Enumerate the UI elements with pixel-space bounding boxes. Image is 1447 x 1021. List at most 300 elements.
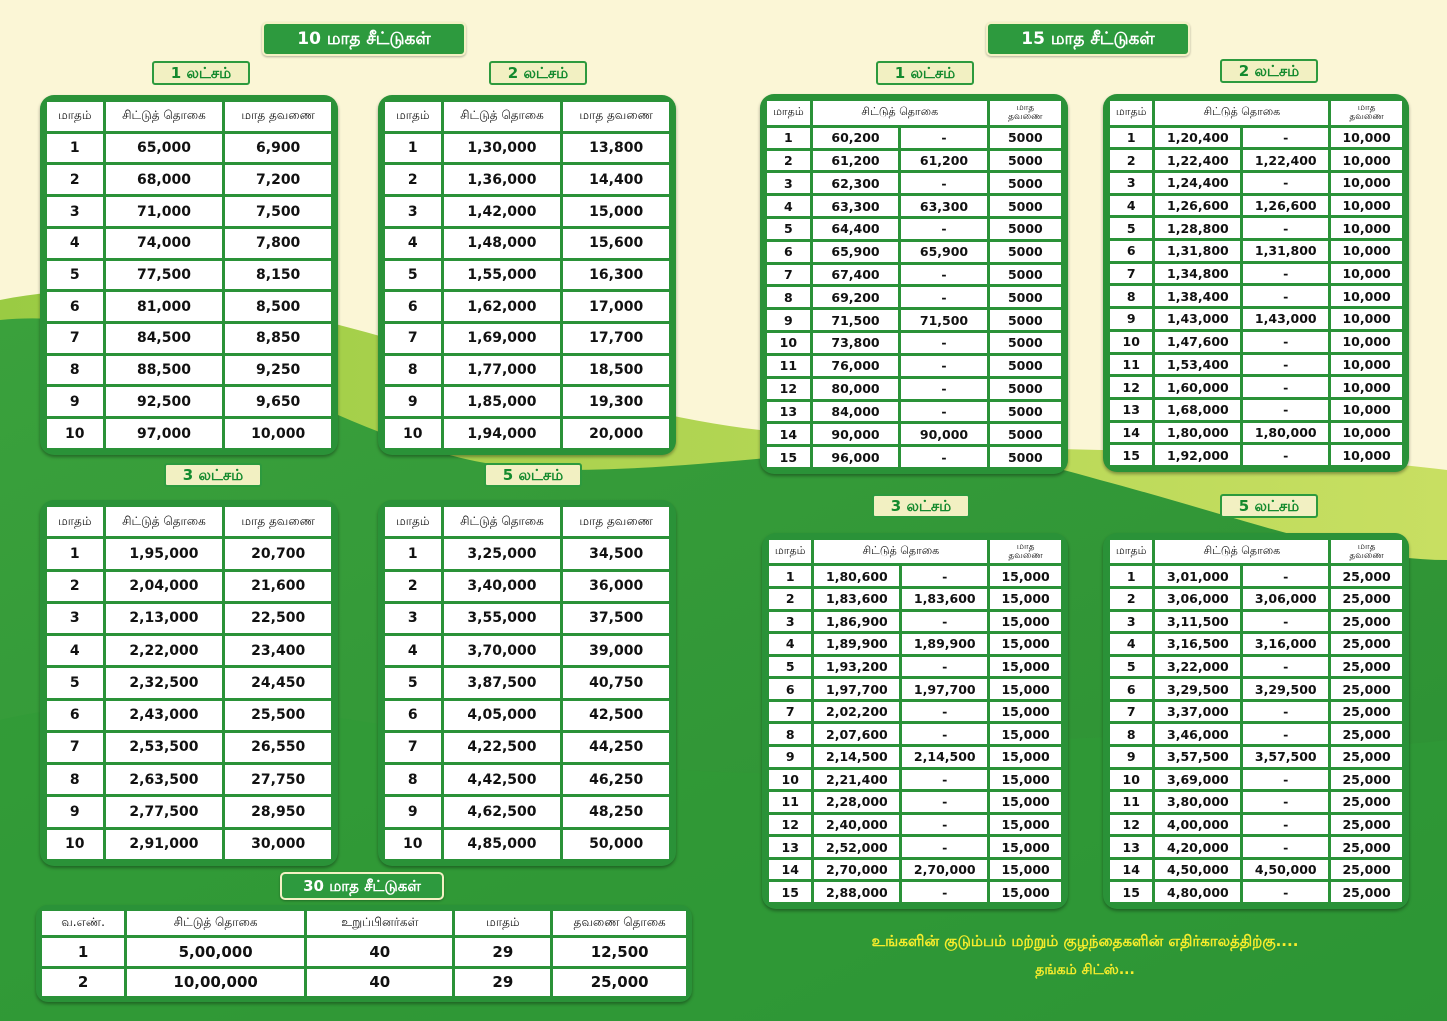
table-row xyxy=(1110,882,1402,902)
table-cell: 50,000 xyxy=(563,830,669,859)
table-cell: 10 xyxy=(1110,332,1152,352)
header-row xyxy=(1110,540,1402,563)
table-cell: 3,87,500 xyxy=(444,668,561,697)
table-cell: 3,69,000 xyxy=(1155,770,1240,790)
table-cell: 1,30,000 xyxy=(444,134,561,163)
table-cell: 5000 xyxy=(990,424,1061,444)
table-cell: 15,000 xyxy=(990,679,1061,699)
table-row xyxy=(385,733,669,762)
table-cell: 88,500 xyxy=(106,356,223,385)
table-cell: 1,53,400 xyxy=(1155,355,1240,375)
table-cell: 9 xyxy=(385,797,441,826)
table-cell: 1,80,600 xyxy=(814,566,899,586)
table-cell: 8 xyxy=(767,287,810,307)
header-row xyxy=(769,540,1061,563)
table-cell: - xyxy=(901,402,987,422)
table-cell: 15,000 xyxy=(990,589,1061,609)
table-row xyxy=(1110,150,1402,170)
table-row xyxy=(47,356,331,385)
col-monthly-installment: மாத தவணை xyxy=(563,507,669,536)
table-cell: 5000 xyxy=(990,333,1061,353)
table-cell: 9 xyxy=(1110,747,1152,767)
t30-table xyxy=(39,908,689,999)
table-row xyxy=(1110,173,1402,193)
table-cell: 12,500 xyxy=(553,938,686,965)
table-cell: 2 xyxy=(769,589,811,609)
table-row xyxy=(769,792,1061,812)
table-cell: 3,57,500 xyxy=(1243,747,1328,767)
table-cell: 1,89,900 xyxy=(814,634,899,654)
table-cell: 15 xyxy=(767,447,810,467)
table-cell: 1 xyxy=(1110,566,1152,586)
table-row xyxy=(769,589,1061,609)
table-cell: 2,70,000 xyxy=(814,860,899,880)
table-row xyxy=(769,657,1061,677)
table-cell: 3,29,500 xyxy=(1155,679,1240,699)
table-row xyxy=(385,419,669,448)
table-cell: 13 xyxy=(767,402,810,422)
table-row xyxy=(385,387,669,416)
table-cell: 90,000 xyxy=(813,424,899,444)
table-cell: 2,53,500 xyxy=(106,733,223,762)
table-cell: 5000 xyxy=(990,242,1061,262)
header-row xyxy=(1110,101,1402,125)
table-row xyxy=(767,173,1061,193)
table-cell: 3,11,500 xyxy=(1155,612,1240,632)
table-row xyxy=(47,292,331,321)
table-cell: 3,16,000 xyxy=(1243,634,1328,654)
t15-2-panel xyxy=(1103,94,1409,472)
table-cell: - xyxy=(1243,770,1328,790)
t10_5-table xyxy=(382,504,672,862)
table-cell: 1,83,600 xyxy=(814,589,899,609)
table-cell: 1,77,000 xyxy=(444,356,561,385)
table-cell: 5000 xyxy=(990,219,1061,239)
table-cell: 40 xyxy=(307,938,452,965)
table-cell: 29 xyxy=(455,938,550,965)
table-cell: 5000 xyxy=(990,287,1061,307)
table-row xyxy=(769,702,1061,722)
table-cell: 8,850 xyxy=(225,324,331,353)
table-cell: 4,00,000 xyxy=(1155,815,1240,835)
footer-brand: தங்கம் சிட்ஸ்... xyxy=(1035,962,1135,978)
table-cell: 71,000 xyxy=(106,197,223,226)
t15-2-title: 2 லட்சம் xyxy=(1220,59,1318,83)
table-cell: 80,000 xyxy=(813,379,899,399)
table-cell: 28,950 xyxy=(225,797,331,826)
table-cell: 1,97,700 xyxy=(814,679,899,699)
table-cell: 27,750 xyxy=(225,765,331,794)
table-cell: 13,800 xyxy=(563,134,669,163)
table-cell: 16,300 xyxy=(563,261,669,290)
col-month: மாதம் xyxy=(1110,101,1152,125)
table-row xyxy=(1110,792,1402,812)
table-cell: 5000 xyxy=(990,196,1061,216)
table-cell: 40 xyxy=(307,969,452,996)
table-cell: 15,000 xyxy=(990,815,1061,835)
table-row xyxy=(767,356,1061,376)
table-cell: 5000 xyxy=(990,402,1061,422)
table-cell: 25,000 xyxy=(1331,860,1402,880)
table-cell: 13 xyxy=(1110,400,1152,420)
table-cell: 48,250 xyxy=(563,797,669,826)
col-chit-amount: சிட்டுத் தொகை xyxy=(444,507,561,536)
table-cell: 15,000 xyxy=(990,747,1061,767)
col-chit-amount: சிட்டுத் தொகை xyxy=(814,540,987,563)
table-row xyxy=(769,747,1061,767)
table-cell: 6 xyxy=(47,701,103,730)
table-cell: - xyxy=(1243,612,1328,632)
table-cell: 1 xyxy=(42,938,124,965)
table-cell: 10,000 xyxy=(1331,196,1402,216)
col-monthly-installment xyxy=(1331,540,1402,563)
table-cell: 2,28,000 xyxy=(814,792,899,812)
table-cell: 26,550 xyxy=(225,733,331,762)
table-cell: 11 xyxy=(767,356,810,376)
col-monthly-installment-line2: தவணை xyxy=(1008,111,1043,122)
table-cell: 10,000 xyxy=(1331,150,1402,170)
table-cell: 15,000 xyxy=(990,837,1061,857)
table-cell: - xyxy=(901,287,987,307)
table-row xyxy=(47,387,331,416)
table-cell: 3,06,000 xyxy=(1155,589,1240,609)
table-row xyxy=(1110,377,1402,397)
table-cell: 71,500 xyxy=(901,310,987,330)
table-cell: 84,500 xyxy=(106,324,223,353)
table-cell: 2,52,000 xyxy=(814,837,899,857)
table-cell: 1,86,900 xyxy=(814,612,899,632)
header-row xyxy=(385,507,669,536)
header-row xyxy=(767,101,1061,125)
table-cell: 5 xyxy=(385,668,441,697)
table-row xyxy=(385,765,669,794)
t10-3-title: 3 லட்சம் xyxy=(164,463,262,487)
table-cell: 1,22,400 xyxy=(1155,150,1240,170)
table-cell: 5 xyxy=(47,668,103,697)
table-cell: 2 xyxy=(1110,150,1152,170)
table-cell: 1,22,400 xyxy=(1243,150,1328,170)
table-row xyxy=(767,219,1061,239)
table-cell: 10 xyxy=(47,419,103,448)
table-cell: 25,000 xyxy=(1331,815,1402,835)
table-cell: 34,500 xyxy=(563,539,669,568)
table-cell: 5000 xyxy=(990,356,1061,376)
table-row xyxy=(47,636,331,665)
table-cell: 25,000 xyxy=(1331,792,1402,812)
footer-tagline: உங்களின் குடும்பம் மற்றும் குழந்தைகளின் எதிர்காலத்திற்கு.... xyxy=(871,932,1299,950)
table-cell: 11 xyxy=(1110,355,1152,375)
table-row xyxy=(767,128,1061,148)
col-serial: வ.எண். xyxy=(42,911,124,935)
table-cell: 1,36,000 xyxy=(444,165,561,194)
table-cell: 2,04,000 xyxy=(106,572,223,601)
t10-2-panel xyxy=(378,95,676,455)
table-row xyxy=(769,860,1061,880)
table-cell: 4 xyxy=(1110,634,1152,654)
table-row xyxy=(47,765,331,794)
table-cell: 1,28,800 xyxy=(1155,218,1240,238)
table-cell: 5000 xyxy=(990,173,1061,193)
table-row xyxy=(385,668,669,697)
table-row xyxy=(1110,400,1402,420)
table-cell: 8 xyxy=(385,765,441,794)
table-cell: 15,000 xyxy=(990,792,1061,812)
col-monthly-installment xyxy=(990,540,1061,563)
table-cell: 4 xyxy=(767,196,810,216)
ten-month-header: 10 மாத சீட்டுகள் xyxy=(262,22,466,56)
table-cell: 2 xyxy=(1110,589,1152,609)
table-row xyxy=(42,969,686,996)
table-row xyxy=(1110,815,1402,835)
table-cell: 1,94,000 xyxy=(444,419,561,448)
col-month: மாதம் xyxy=(769,540,811,563)
table-cell: 1,89,900 xyxy=(902,634,987,654)
table-row xyxy=(1110,128,1402,148)
table-cell: 4,50,000 xyxy=(1243,860,1328,880)
table-cell: 29 xyxy=(455,969,550,996)
col-month: மாதம் xyxy=(385,102,441,131)
table-cell: 5 xyxy=(1110,218,1152,238)
table-cell: 2,63,500 xyxy=(106,765,223,794)
table-cell: 7 xyxy=(47,324,103,353)
table-cell: 7,200 xyxy=(225,165,331,194)
t15-1-title: 1 லட்சம் xyxy=(876,61,974,85)
table-cell: 12 xyxy=(769,815,811,835)
table-cell: 65,900 xyxy=(813,242,899,262)
table-cell: 2,32,500 xyxy=(106,668,223,697)
table-cell: 25,000 xyxy=(1331,612,1402,632)
table-row xyxy=(1110,309,1402,329)
table-cell: - xyxy=(901,265,987,285)
table-cell: 3,80,000 xyxy=(1155,792,1240,812)
table-cell: 10,000 xyxy=(1331,241,1402,261)
table-cell: - xyxy=(1243,128,1328,148)
table-cell: 3,01,000 xyxy=(1155,566,1240,586)
table-cell: 4 xyxy=(1110,196,1152,216)
table-cell: 3,29,500 xyxy=(1243,679,1328,699)
table-cell: 1 xyxy=(47,134,103,163)
table-cell: 12 xyxy=(767,379,810,399)
table-cell: 25,000 xyxy=(1331,882,1402,902)
col-monthly-installment-line1: மாத xyxy=(1016,102,1035,113)
table-cell: 3,70,000 xyxy=(444,636,561,665)
col-monthly-installment-line1: மாத xyxy=(1357,102,1376,113)
table-cell: - xyxy=(901,173,987,193)
table-cell: 5000 xyxy=(990,151,1061,171)
table-cell: 2,14,500 xyxy=(902,747,987,767)
table-cell: 15,000 xyxy=(990,612,1061,632)
table-cell: 3,46,000 xyxy=(1155,724,1240,744)
table-row xyxy=(385,701,669,730)
table-cell: 1,42,000 xyxy=(444,197,561,226)
table-cell: 90,000 xyxy=(901,424,987,444)
table-cell: 10,000 xyxy=(1331,377,1402,397)
t10_2-table xyxy=(382,99,672,451)
col-installment-amount: தவணை தொகை xyxy=(553,911,686,935)
table-cell: 4,05,000 xyxy=(444,701,561,730)
table-cell: 15,000 xyxy=(990,634,1061,654)
table-row xyxy=(47,733,331,762)
table-cell: 1,31,800 xyxy=(1243,241,1328,261)
table-cell: 74,000 xyxy=(106,229,223,258)
table-cell: 37,500 xyxy=(563,604,669,633)
table-cell: 4,42,500 xyxy=(444,765,561,794)
table-cell: 10,000 xyxy=(1331,400,1402,420)
table-cell: 4,62,500 xyxy=(444,797,561,826)
table-cell: - xyxy=(1243,377,1328,397)
table-cell: 2,88,000 xyxy=(814,882,899,902)
table-cell: 2 xyxy=(767,151,810,171)
table-cell: 68,000 xyxy=(106,165,223,194)
table-cell: 4 xyxy=(769,634,811,654)
table-cell: 60,200 xyxy=(813,128,899,148)
table-cell: - xyxy=(902,566,987,586)
table-cell: 69,200 xyxy=(813,287,899,307)
table-cell: - xyxy=(902,770,987,790)
table-row xyxy=(769,815,1061,835)
table-cell: 1,80,000 xyxy=(1155,423,1240,443)
col-monthly-installment: மாத தவணை xyxy=(563,102,669,131)
t15_5-table xyxy=(1107,537,1405,905)
table-cell: 1,92,000 xyxy=(1155,445,1240,465)
table-cell: - xyxy=(1243,332,1328,352)
table-cell: 1,68,000 xyxy=(1155,400,1240,420)
t10-1-title: 1 லட்சம் xyxy=(152,61,250,85)
table-row xyxy=(769,634,1061,654)
table-row xyxy=(47,830,331,859)
table-cell: - xyxy=(1243,815,1328,835)
table-cell: 7 xyxy=(1110,702,1152,722)
table-cell: 15,000 xyxy=(563,197,669,226)
table-cell: - xyxy=(1243,566,1328,586)
table-cell: 7 xyxy=(769,702,811,722)
table-cell: 2,91,000 xyxy=(106,830,223,859)
table-cell: 4 xyxy=(47,229,103,258)
table-cell: 18,500 xyxy=(563,356,669,385)
table-row xyxy=(1110,423,1402,443)
table-cell: 15,000 xyxy=(990,860,1061,880)
table-cell: 5 xyxy=(767,219,810,239)
table-cell: 25,000 xyxy=(1331,634,1402,654)
col-chit-amount: சிட்டுத் தொகை xyxy=(1155,540,1328,563)
table-cell: 4 xyxy=(47,636,103,665)
col-monthly-installment-line1: மாத xyxy=(1016,541,1035,552)
table-row xyxy=(47,324,331,353)
table-row xyxy=(767,447,1061,467)
table-cell: 14 xyxy=(767,424,810,444)
table-cell: 9 xyxy=(769,747,811,767)
table-cell: 10 xyxy=(769,770,811,790)
table-cell: 5000 xyxy=(990,265,1061,285)
table-cell: - xyxy=(902,657,987,677)
table-cell: 8,150 xyxy=(225,261,331,290)
table-cell: 65,000 xyxy=(106,134,223,163)
table-cell: 3,06,000 xyxy=(1243,589,1328,609)
table-cell: 64,400 xyxy=(813,219,899,239)
table-cell: 11 xyxy=(1110,792,1152,812)
table-cell: 4,22,500 xyxy=(444,733,561,762)
table-cell: 2,14,500 xyxy=(814,747,899,767)
t15_1-table xyxy=(764,98,1064,470)
table-row xyxy=(767,379,1061,399)
table-row xyxy=(42,938,686,965)
table-row xyxy=(769,882,1061,902)
table-cell: 15 xyxy=(769,882,811,902)
table-cell: 1,97,700 xyxy=(902,679,987,699)
table-row xyxy=(47,572,331,601)
table-cell: 61,200 xyxy=(813,151,899,171)
table-cell: - xyxy=(901,356,987,376)
table-cell: 73,800 xyxy=(813,333,899,353)
t10-3-panel xyxy=(40,500,338,866)
table-cell: 15 xyxy=(1110,445,1152,465)
table-cell: 3,22,000 xyxy=(1155,657,1240,677)
t15-3-panel xyxy=(762,533,1068,909)
t15-1-panel xyxy=(760,94,1068,474)
table-row xyxy=(767,310,1061,330)
table-cell: 25,500 xyxy=(225,701,331,730)
col-monthly-installment-line2: தவணை xyxy=(1349,550,1384,561)
table-cell: 1,43,000 xyxy=(1243,309,1328,329)
table-cell: 5000 xyxy=(990,310,1061,330)
table-row xyxy=(1110,355,1402,375)
table-cell: 15,000 xyxy=(990,770,1061,790)
table-cell: 25,000 xyxy=(1331,589,1402,609)
table-cell: 5000 xyxy=(990,447,1061,467)
table-row xyxy=(47,165,331,194)
table-cell: 2,40,000 xyxy=(814,815,899,835)
table-cell: - xyxy=(1243,173,1328,193)
table-cell: 8 xyxy=(1110,286,1152,306)
table-row xyxy=(47,229,331,258)
table-row xyxy=(1110,589,1402,609)
table-cell: - xyxy=(1243,264,1328,284)
table-row xyxy=(47,539,331,568)
table-cell: 4,80,000 xyxy=(1155,882,1240,902)
table-cell: - xyxy=(1243,837,1328,857)
table-row xyxy=(47,604,331,633)
table-cell: 3 xyxy=(769,612,811,632)
table-cell: 10,000 xyxy=(1331,332,1402,352)
table-cell: 1,62,000 xyxy=(444,292,561,321)
table-cell: 6 xyxy=(769,679,811,699)
table-row xyxy=(1110,770,1402,790)
table-row xyxy=(385,356,669,385)
table-cell: 15,000 xyxy=(990,657,1061,677)
table-cell: 2,02,200 xyxy=(814,702,899,722)
table-cell: 1,26,600 xyxy=(1243,196,1328,216)
table-row xyxy=(385,229,669,258)
table-row xyxy=(1110,724,1402,744)
table-cell: 12 xyxy=(1110,815,1152,835)
table-cell: 1,31,800 xyxy=(1155,241,1240,261)
table-cell: 10,000 xyxy=(225,419,331,448)
table-row xyxy=(769,566,1061,586)
table-cell: 2,07,600 xyxy=(814,724,899,744)
col-months-30: மாதம் xyxy=(455,911,550,935)
table-row xyxy=(1110,566,1402,586)
table-cell: 1 xyxy=(385,134,441,163)
table-cell: 2,21,400 xyxy=(814,770,899,790)
col-month: மாதம் xyxy=(1110,540,1152,563)
table-cell: 4 xyxy=(385,229,441,258)
table-cell: 3 xyxy=(385,604,441,633)
table-cell: 3,16,500 xyxy=(1155,634,1240,654)
table-cell: 1,48,000 xyxy=(444,229,561,258)
table-cell: 12 xyxy=(1110,377,1152,397)
table-cell: - xyxy=(902,792,987,812)
table-row xyxy=(47,668,331,697)
